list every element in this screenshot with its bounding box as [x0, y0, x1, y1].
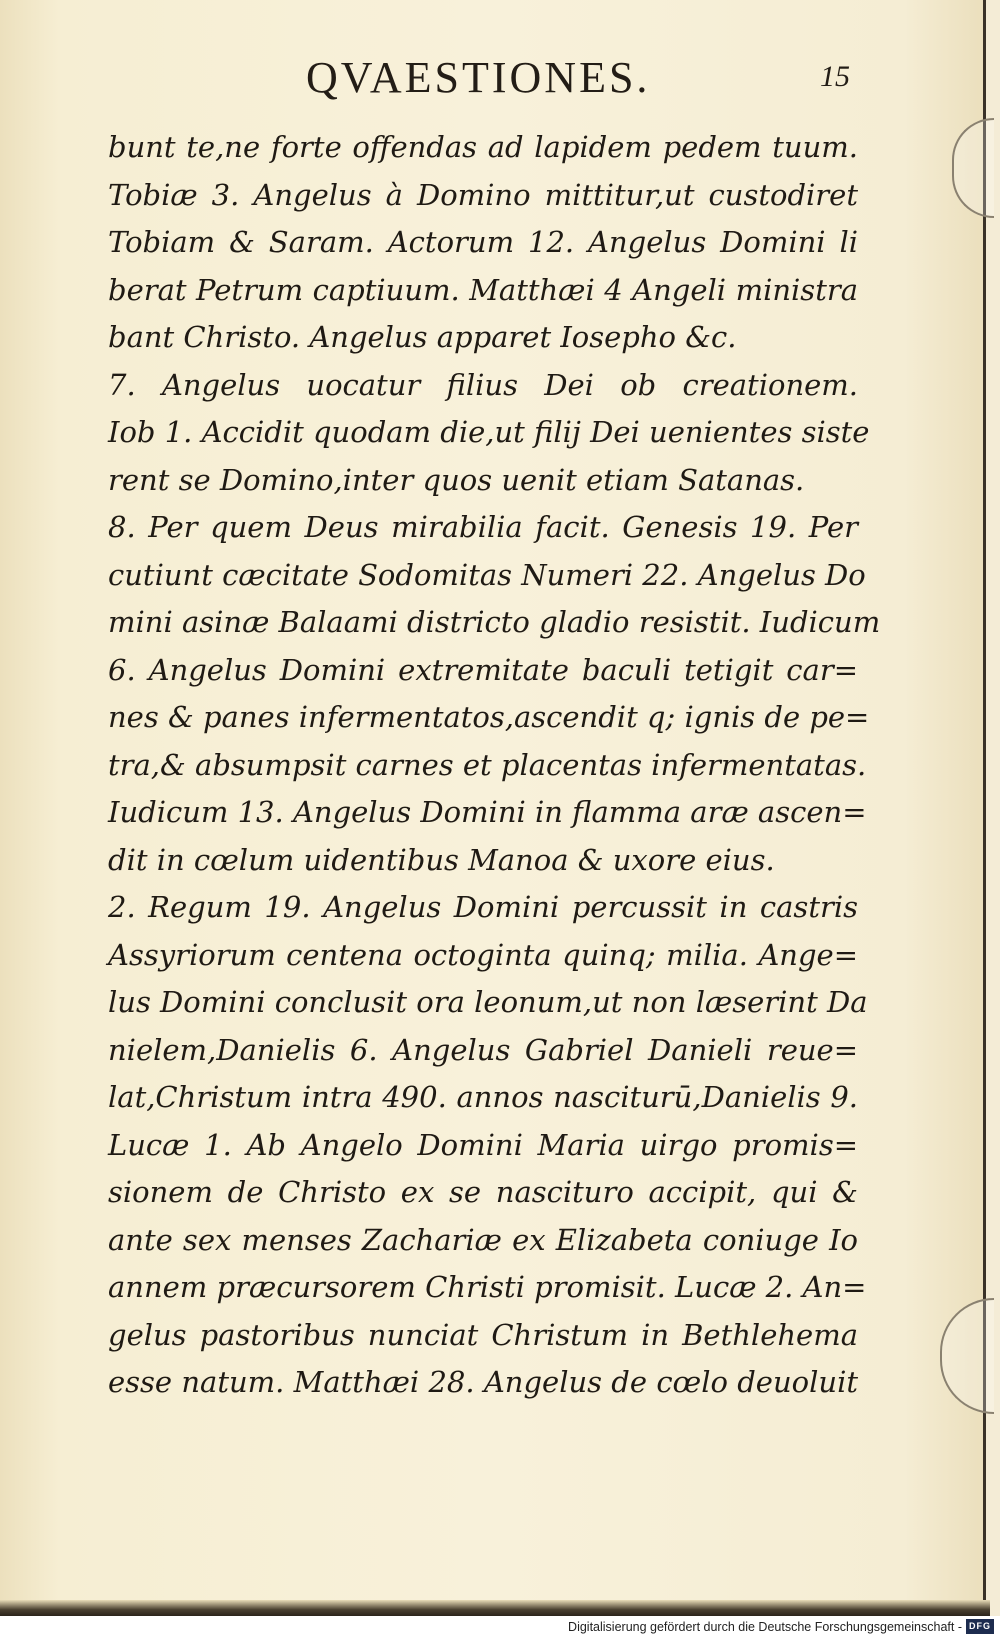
text-line: sionem de Christo ex se nascituro accipit, qui & [108, 1175, 858, 1209]
text-line: dit in cœlum uidentibus Manoa & uxore eius. [108, 842, 775, 877]
text-line: tra,& absumpsit carnes et placentas infermentatas. [108, 747, 867, 782]
footer-credit: Digitalisierung gefördert durch die Deutsche Forschungsgemeinschaft - [568, 1620, 962, 1634]
text-line: Iudicum 13. Angelus Domini in flamma aræ ascen= [108, 795, 867, 829]
footer-bar [0, 1616, 1000, 1640]
text-line: cutiunt cæcitate Sodomitas Numeri 22. Angelus Do [108, 557, 866, 592]
text-line: Iob 1. Accidit quodam die,ut filij Dei uenientes siste [108, 415, 870, 449]
text-line: nielem,Danielis 6. Angelus Gabriel Danieli reue= [108, 1032, 858, 1067]
text-line: 7. Angelus uocatur filius Dei ob creationem. [108, 367, 858, 402]
dfg-logo: DFG [966, 1619, 994, 1634]
text-line: 2. Regum 19. Angelus Domini percussit in castris [108, 890, 858, 924]
text-line: gelus pastoribus nunciat Christum in Bethlehema [108, 1317, 858, 1352]
text-line: Assyriorum centena octoginta quinq; milia. Ange= [108, 937, 858, 972]
text-line: berat Petrum captiuum. Matthæi 4 Angeli ministra [108, 272, 858, 307]
text-line: nes & panes infermentatos,ascendit q; ignis de pe= [108, 700, 870, 734]
text-line: bunt te,ne forte offendas ad lapidem pedem tuum. [108, 130, 858, 164]
text-line: rent se Domino,inter quos uenit etiam Satanas. [108, 462, 805, 497]
page-edge-shadow [0, 1600, 990, 1616]
text-line: lus Domini conclusit ora leonum,ut non læserint Da [108, 985, 868, 1019]
text-line: esse natum. Matthæi 28. Angelus de cœlo deuoluit [108, 1365, 858, 1399]
page-number: 15 [820, 60, 850, 93]
text-line: lat,Christum intra 490. annos nasciturū,Danielis 9. [108, 1080, 858, 1114]
running-head-title: QVAESTIONES. [306, 53, 651, 102]
text-line: 6. Angelus Domini extremitate baculi tetigit car= [108, 652, 858, 687]
text-line: Tobiæ 3. Angelus à Domino mittitur,ut custodiret [108, 177, 858, 212]
text-line: mini asinæ Balaami districto gladio resistit. Iudicum [108, 605, 881, 639]
running-head [0, 52, 986, 112]
text-line: Tobiam & Saram. Actorum 12. Angelus Domini li [108, 225, 858, 259]
text-line: ante sex menses Zachariæ ex Elizabeta coniuge Io [108, 1222, 858, 1257]
text-line: 8. Per quem Deus mirabilia facit. Genesis 19. Per [108, 510, 858, 544]
text-line: annem præcursorem Christi promisit. Lucæ 2. An= [108, 1270, 867, 1304]
text-line: Lucæ 1. Ab Angelo Domini Maria uirgo promis= [108, 1127, 858, 1162]
text-line: bant Christo. Angelus apparet Iosepho &c. [108, 320, 737, 354]
body-text [108, 124, 881, 1407]
